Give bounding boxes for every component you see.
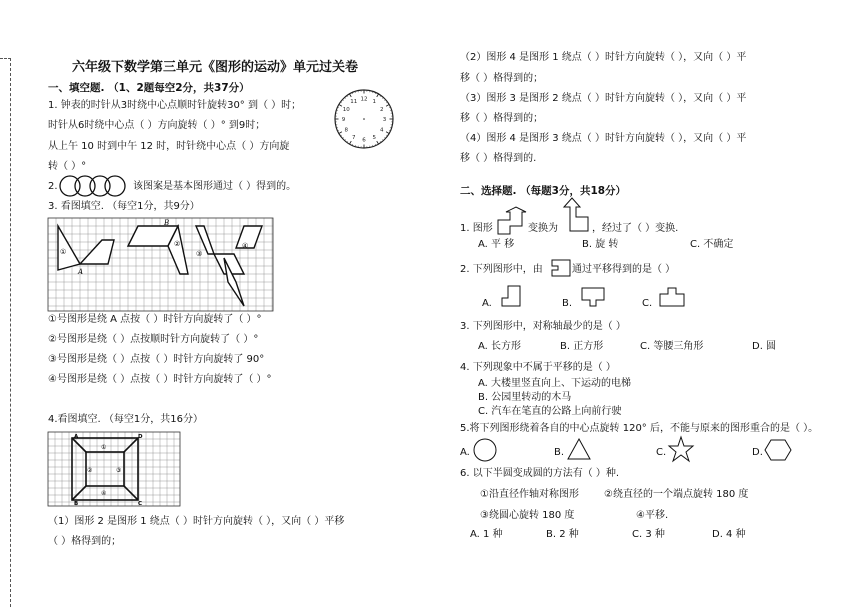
base-shape-icon xyxy=(550,258,572,278)
corner-b-label: B xyxy=(74,501,79,507)
option-b-shape-icon xyxy=(580,286,606,308)
c6-method-1: ①沿直径作轴对称图形 xyxy=(480,489,579,500)
q4-sub1-line1: （1）图形 2 是图形 1 绕点（ ）时针方向旋转（ ），又向（ ）平移 xyxy=(48,516,345,527)
clock-number: 6 xyxy=(362,137,366,144)
corner-c-label: C xyxy=(138,501,143,507)
q3-grid-figure xyxy=(48,218,273,311)
clock-number: 11 xyxy=(350,99,358,106)
q3-line1: ①号图形是绕 A 点按（ ）时针方向旋转了（ ）° xyxy=(48,314,262,325)
q4-sub4-line2: 移（ ）格得到的. xyxy=(460,153,537,164)
section-multiple-choice: 二、选择题. （每题3分，共18分） xyxy=(460,185,627,197)
hexagon-shape-icon xyxy=(764,438,792,462)
c2-text-b: 通过平移得到的是（ ） xyxy=(572,264,676,275)
c3-option-a[interactable]: A. 长方形 xyxy=(478,341,522,352)
c5-option-b[interactable]: B. xyxy=(554,447,565,458)
q2-text: 该图案是基本图形通过（ ）得到的。 xyxy=(133,181,297,192)
page-title: 六年级下数学第三单元《图形的运动》单元过关卷 xyxy=(72,60,359,75)
point-a-label: A xyxy=(78,268,84,276)
c1-option-a[interactable]: A. 平 移 xyxy=(478,239,515,250)
point-b-label: B xyxy=(164,219,170,227)
c4-option-b[interactable]: B. 公园里转动的木马 xyxy=(478,392,572,403)
c1-text-c: ，经过了（ ）变换. xyxy=(592,223,679,234)
c3-option-d[interactable]: D. 圆 xyxy=(752,341,777,352)
shape-2-label: ② xyxy=(174,240,181,248)
c6-method-2: ②绕直径的一个端点旋转 180 度 xyxy=(604,489,749,500)
c4-question: 4. 下列现象中不属于平移的是（ ） xyxy=(460,362,616,373)
q4-sub2-line2: 移（ ）格得到的； xyxy=(460,73,544,84)
q3-line2: ②号图形是绕（ ）点按顺时针方向旋转了（ ）° xyxy=(48,334,259,345)
section-fill-blank: 一、填空题. （1、2题每空2分，共37分） xyxy=(48,82,250,94)
c4-option-a[interactable]: A. 大楼里竖直向上、下运动的电梯 xyxy=(478,378,632,389)
c1-text-a: 1. 图形 xyxy=(460,223,493,234)
q1-line4: 转（ ）° xyxy=(48,161,87,172)
clock-number: 10 xyxy=(342,106,350,113)
q1-line3: 从上午 10 时到中午 12 时，时针绕中心点（ ）方向旋 xyxy=(48,141,290,152)
binding-line xyxy=(10,58,11,607)
c3-question: 3. 下列图形中，对称轴最少的是（ ） xyxy=(460,321,626,332)
clock-number: 8 xyxy=(344,127,348,134)
clock-number: 3 xyxy=(382,117,387,123)
c2-option-a[interactable]: A. xyxy=(482,298,492,309)
c5-option-c[interactable]: C. xyxy=(656,447,667,458)
q4-heading: 4.看图填空. （每空1分，共16分） xyxy=(48,414,203,425)
c3-option-c[interactable]: C. 等腰三角形 xyxy=(640,341,704,352)
c2-text-a: 2. 下列图形中，由 xyxy=(460,264,543,275)
clock-number: 12 xyxy=(360,96,368,103)
clock-number: 9 xyxy=(341,117,346,123)
c2-option-b[interactable]: B. xyxy=(562,298,573,309)
c6-option-a[interactable]: A. 1 种 xyxy=(470,529,503,540)
c5-option-d[interactable]: D. xyxy=(752,447,763,458)
option-c-shape-icon xyxy=(658,286,686,308)
option-a-shape-icon xyxy=(500,284,522,308)
clock-face-icon xyxy=(333,88,395,150)
circle-shape-icon xyxy=(472,437,498,463)
c6-method-3: ③绕圆心旋转 180 度 xyxy=(480,510,575,521)
clock-number: 2 xyxy=(380,106,384,113)
q4-grid-figure xyxy=(48,432,180,506)
q4-sub3-line2: 移（ ）格得到的； xyxy=(460,113,544,124)
shape-mark-4: ④ xyxy=(101,490,107,497)
q3-line3: ③号图形是绕（ ）点按（ ）时针方向旋转了 90° xyxy=(48,354,265,365)
c3-option-b[interactable]: B. 正方形 xyxy=(560,341,604,352)
c5-question: 5.将下列图形绕着各自的中心点旋转 120° 后，不能与原来的图形重合的是（ ）。 xyxy=(460,423,819,434)
q1-line2: 时针从6时绕中心点（ ）方向旋转（ ）° 到9时； xyxy=(48,120,266,131)
corner-a-label: A xyxy=(74,434,79,440)
q1-line1: 1. 钟表的时针从3时绕中心点顺时针旋转30° 到（ ）时； xyxy=(48,100,302,111)
clock-number: 7 xyxy=(352,134,356,141)
arrow-shape-rotated-icon xyxy=(562,197,592,233)
q2-number: 2. xyxy=(48,181,58,192)
q3-heading: 3. 看图填空. （每空1分，共9分） xyxy=(48,201,200,212)
clock-number: 1 xyxy=(372,99,376,106)
star-shape-icon xyxy=(668,436,694,462)
corner-d-label: D xyxy=(138,434,143,440)
q4-sub1-line2: （ ）格得到的； xyxy=(48,536,122,547)
q4-sub2-line1: （2）图形 4 是图形 1 绕点（ ）时针方向旋转（ ），又向（ ）平 xyxy=(460,52,747,63)
c6-option-c[interactable]: C. 3 种 xyxy=(632,529,665,540)
shape-4-label: ④ xyxy=(242,242,249,250)
shape-1-label: ① xyxy=(60,248,67,256)
shape-3-label: ③ xyxy=(196,250,203,258)
c1-text-b: 变换为 xyxy=(528,223,558,234)
shape-mark-1: ① xyxy=(101,444,107,451)
q3-line4: ④号图形是绕（ ）点按（ ）时针方向旋转了（ ）° xyxy=(48,374,272,385)
q4-sub4-line1: （4）图形 4 是图形 3 绕点（ ）时针方向旋转（ ），又向（ ）平 xyxy=(460,133,747,144)
c6-option-b[interactable]: B. 2 种 xyxy=(546,529,579,540)
c1-option-c[interactable]: C. 不确定 xyxy=(690,239,734,250)
c6-method-4: ④平移. xyxy=(636,510,669,521)
c2-option-c[interactable]: C. xyxy=(642,298,653,309)
triangle-shape-icon xyxy=(566,437,592,461)
shape-mark-2: ② xyxy=(87,467,93,474)
interlocking-rings-icon xyxy=(58,175,130,197)
clock-number: 5 xyxy=(372,134,376,141)
arrow-shape-up-icon xyxy=(496,206,528,236)
c6-question: 6. 以下半圆变成圆的方法有（ ）种. xyxy=(460,468,620,479)
c5-option-a[interactable]: A. xyxy=(460,447,470,458)
c1-option-b[interactable]: B. 旋 转 xyxy=(582,239,619,250)
c6-option-d[interactable]: D. 4 种 xyxy=(712,529,746,540)
clock-number: 4 xyxy=(380,127,384,134)
shape-mark-3: ③ xyxy=(116,467,122,474)
q4-sub3-line1: （3）图形 3 是图形 2 绕点（ ）时针方向旋转（ ），又向（ ）平 xyxy=(460,93,747,104)
c4-option-c[interactable]: C. 汽车在笔直的公路上向前行驶 xyxy=(478,406,622,417)
